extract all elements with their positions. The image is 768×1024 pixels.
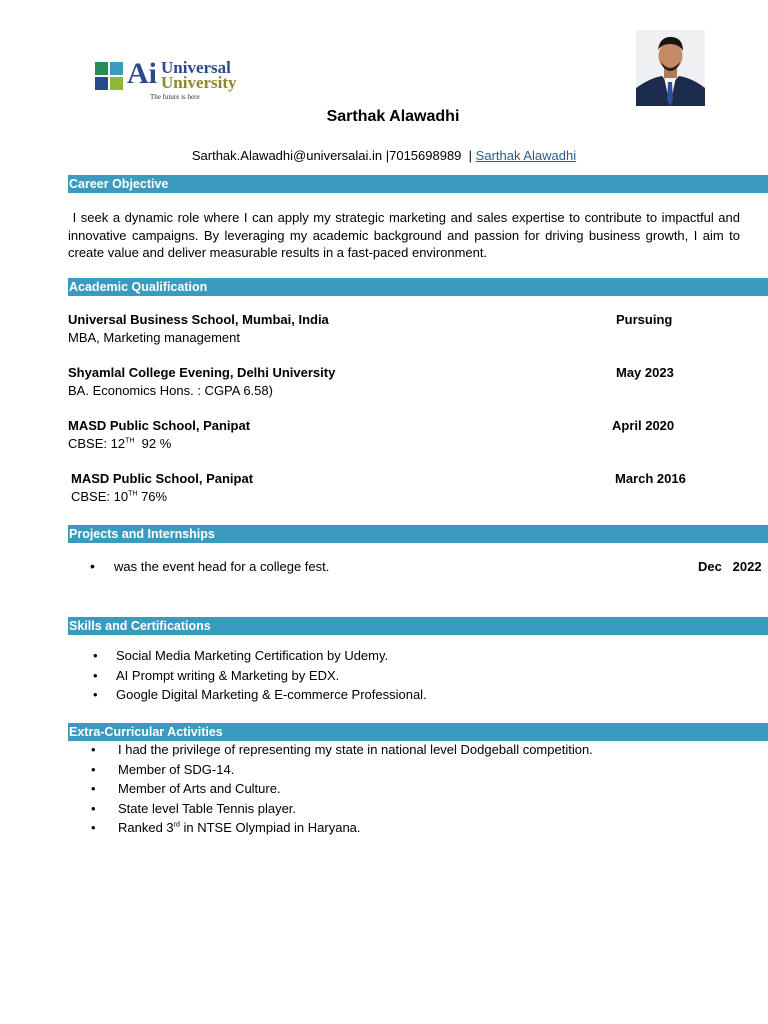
academic-date: May 2023 [616, 365, 674, 380]
academic-institution: MASD Public School, Panipat [71, 471, 254, 486]
contact-line: Sarthak.Alawadhi@universalai.in |7015698989 | Sarthak Alawadhi [191, 148, 577, 163]
section-header-skills: Skills and Certifications [68, 617, 768, 635]
section-header-career: Career Objective [68, 175, 768, 193]
academic-date: March 2016 [615, 471, 686, 486]
academic-date: Pursuing [616, 312, 673, 327]
list-item: • Google Digital Marketing & E-commerce Professional. [93, 685, 427, 705]
bullet-icon: • [93, 667, 98, 683]
bullet-icon: • [93, 687, 98, 702]
list-item: • AI Prompt writing & Marketing by EDX. [93, 666, 427, 686]
academic-institution: Shyamlal College Evening, Delhi University [68, 365, 336, 380]
phone-text: |7015698989 [385, 148, 462, 163]
career-objective-text: I seek a dynamic role where I can apply my strategic marketing and sales expertise to contribute to impactful and innovative campaigns. By leveraging my academic background and passion for driving business growth, I aim to create value and deliver measurable results in a fast-paced environment. [68, 210, 740, 260]
section-header-extra: Extra-Curricular Activities [68, 723, 768, 741]
list-item: • Ranked 3rd in NTSE Olympiad in Haryana. [91, 818, 593, 838]
academic-detail: CBSE: 12TH 92 % [68, 436, 172, 451]
list-item: • State level Table Tennis player. [91, 799, 593, 819]
logo-wordmark: Universal University [161, 58, 237, 92]
university-logo [95, 58, 265, 104]
bullet-icon: • [91, 742, 96, 757]
logo-grid-icon [95, 62, 125, 90]
list-item: • Social Media Marketing Certification by Udemy. [93, 646, 427, 666]
section-header-academic: Academic Qualification [68, 278, 768, 296]
academic-detail: BA. Economics Hons. : CGPA 6.58) [68, 383, 273, 398]
bullet-icon: • [93, 648, 98, 663]
list-item: • I had the privilege of representing my state in national level Dodgeball competition. [91, 740, 593, 760]
bullet-icon: • [90, 558, 95, 574]
candidate-name: Sarthak Alawadhi [326, 108, 460, 125]
bullet-icon: • [91, 761, 96, 777]
list-item: • Member of Arts and Culture. [91, 779, 593, 799]
academic-detail: MBA, Marketing management [68, 330, 240, 345]
profile-link[interactable]: Sarthak Alawadhi [475, 148, 577, 163]
bullet-icon: • [91, 781, 96, 796]
academic-detail: CBSE: 10TH 76% [71, 489, 168, 504]
bullet-icon: • [91, 820, 96, 835]
logo-ai-mark: Ai [127, 57, 157, 90]
email-text: Sarthak.Alawadhi@universalai.in [191, 148, 383, 163]
project-date: Dec 2022 [698, 559, 762, 574]
academic-institution: MASD Public School, Panipat [68, 418, 251, 433]
academic-date: April 2020 [612, 418, 675, 433]
bullet-icon: • [91, 800, 96, 816]
academic-institution: Universal Business School, Mumbai, India [68, 312, 329, 327]
extracurricular-list [91, 740, 593, 838]
logo-tagline: The future is here [150, 93, 200, 101]
section-header-projects: Projects and Internships [68, 525, 768, 543]
skills-list [93, 646, 427, 705]
list-item: • Member of SDG-14. [91, 760, 593, 780]
project-text: was the event head for a college fest. [114, 559, 330, 574]
profile-photo [636, 30, 705, 106]
